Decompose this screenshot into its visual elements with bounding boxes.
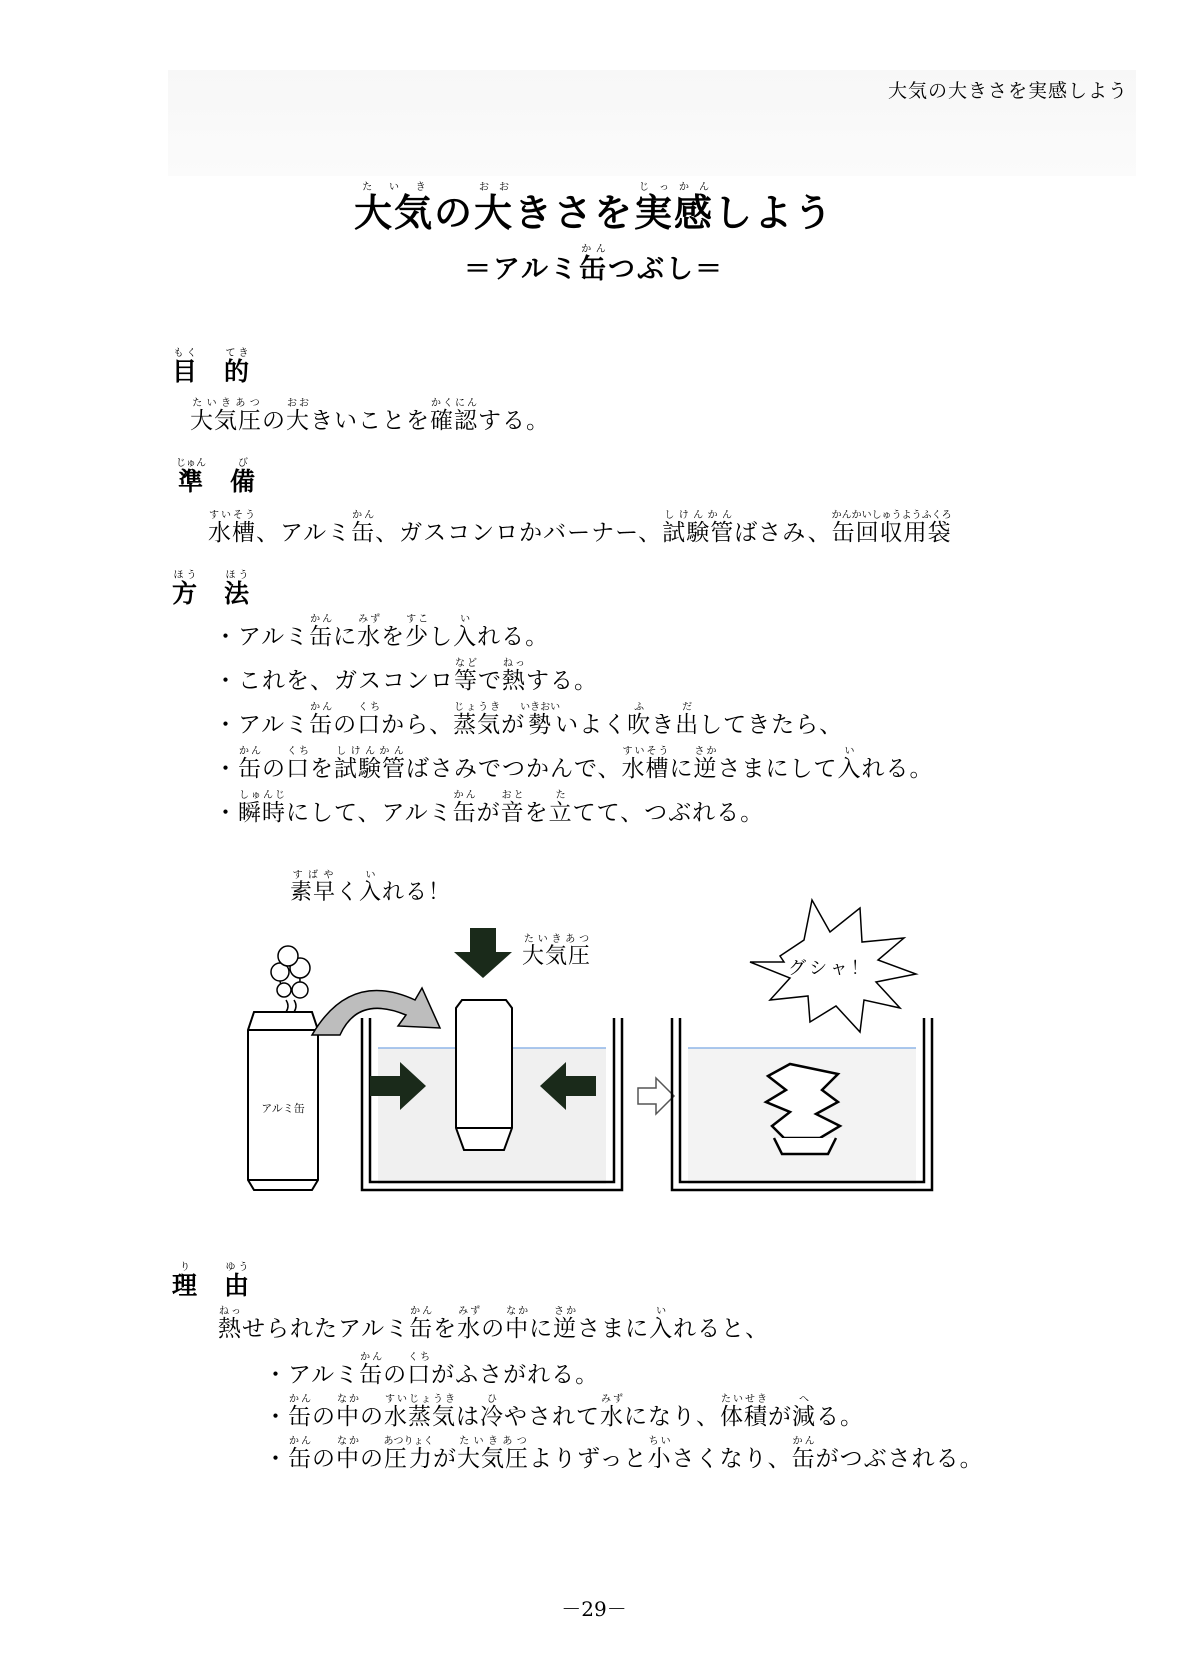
reason-point-2: ・缶かんの中なかの水蒸気すいじょうきは冷ひやされて水みずになり、体積たいせきが減へる。 xyxy=(264,1394,864,1430)
can-label: アルミ缶 xyxy=(261,1102,305,1115)
method-step-4: ・缶かんの口くちを試験管しけんかんばさみでつかんで、水槽すいそうに逆さかさまにして入いれる。 xyxy=(214,746,934,782)
pressure-down-arrow-icon xyxy=(454,928,512,978)
preparation-line: 水槽すいそう、アルミ缶かん、ガスコンロかバーナー、試験管しけんかんばさみ、缶回収用袋かんかいしゅうようふくろ xyxy=(208,510,952,546)
pressure-label: 大気圧たいきあつ xyxy=(522,934,592,969)
running-title: 大気の大きさを実感しよう xyxy=(887,80,1128,102)
method-step-3: ・アルミ缶かんの口くちから、蒸気じょうきが勢いきおいいよく吹ふき出だしてきたら、 xyxy=(214,702,844,738)
page-title: 大気たいきの大おおきさを実感じっかんしよう xyxy=(353,182,835,235)
next-step-arrow-icon xyxy=(638,1078,674,1114)
reason-heading: 理り 由ゆう xyxy=(172,1262,251,1300)
quick-insert-label: 素早すばやく入いれる！ xyxy=(290,870,452,905)
reason-point-3: ・缶かんの中なかの圧力あつりょくが大気圧たいきあつよりずっと小ちいさくなり、缶かんがつぶされる。 xyxy=(264,1436,984,1472)
method-step-2: ・これを、ガスコンロ等などで熱ねっする。 xyxy=(214,658,598,694)
reason-point-1: ・アルミ缶かんの口くちがふさがれる。 xyxy=(264,1352,600,1388)
inverted-can xyxy=(456,1000,512,1150)
page-subtitle: ＝アルミ缶かんつぶし＝ xyxy=(464,244,724,285)
purpose-heading: 目もく 的てき xyxy=(172,348,251,386)
preparation-heading: 準じゅん 備び xyxy=(176,458,257,496)
method-heading: 方ほう 法ほう xyxy=(172,570,251,608)
crush-sound-label: グシャ！ xyxy=(788,958,872,979)
method-step-5: ・瞬時しゅんじにして、アルミ缶かんが音おとを立たてて、つぶれる。 xyxy=(214,790,765,826)
diagram-drawing xyxy=(200,850,960,1220)
page-number: －29－ xyxy=(561,1597,627,1621)
aluminum-can xyxy=(248,1012,318,1190)
purpose-line: 大気圧たいきあつの大おおきいことを確認かくにんする。 xyxy=(190,398,550,434)
transfer-arrow-icon xyxy=(312,988,440,1035)
reason-intro: 熱ねっせられたアルミ缶かんを水みずの中なかに逆さかさまに入いれると、 xyxy=(218,1306,770,1342)
steam-icon xyxy=(271,946,310,1012)
method-step-1: ・アルミ缶かんに水みずを少すこし入いれる。 xyxy=(214,614,550,650)
experiment-diagram xyxy=(200,850,960,1220)
